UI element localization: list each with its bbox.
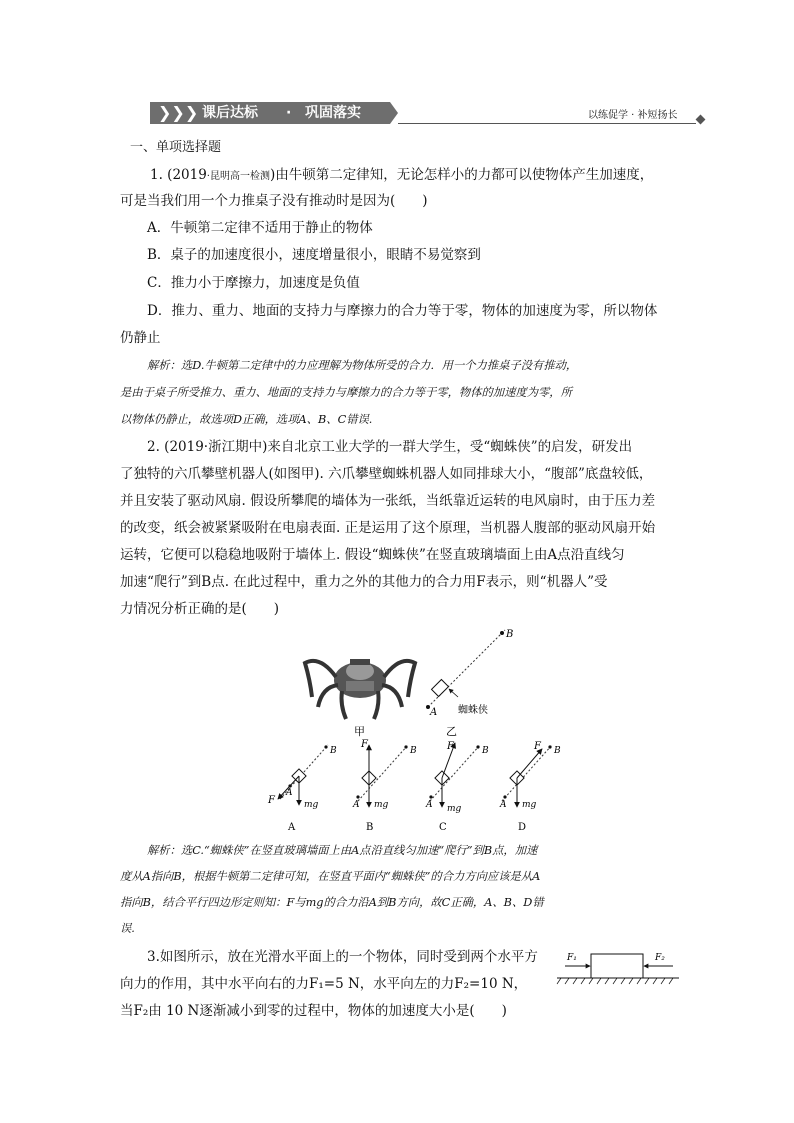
fig-yi-diagram xyxy=(426,630,505,709)
q2-answer-line4: 误. xyxy=(120,922,135,935)
q2-line3: 并且安装了驱动风扇. 假设所攀爬的墙体为一张纸，当纸靠近运转的电风扇时，由于压力差 xyxy=(120,493,656,509)
option-d-diagram xyxy=(502,745,552,807)
q1-answer-line1: 解析：选D.牛顿第二定律中的力应理解为物体所受的合力．用一个力推桌子没有推动， xyxy=(147,359,578,372)
q3-f2: F₂ xyxy=(655,953,665,963)
q3-line1: 3.如图所示，放在光滑水平面上的一个物体，同时受到两个水平方 xyxy=(147,949,538,965)
header-right-text: 以练促学 · 补短扬长 xyxy=(588,110,678,121)
opt-c-mg: mg xyxy=(447,804,462,814)
q1-answer-line3: 以物体仍静止，故选项D正确，选项A、B、C错误. xyxy=(120,413,373,426)
q1-line2: 可是当我们用一个力推桌子没有推动时是因为( ) xyxy=(120,193,428,209)
q1-option-d-line2: 仍静止 xyxy=(120,330,161,346)
opt-d-pt-a: A xyxy=(500,800,507,810)
banner-left-text: 课后达标 xyxy=(202,105,258,121)
q3-f1: F₁ xyxy=(567,953,577,963)
section-title: 一、单项选择题 xyxy=(130,140,222,155)
q3-line3: 当F₂由 10 N逐渐减小到零的过程中，物体的加速度大小是( ) xyxy=(120,1003,507,1019)
opt-a-f: F xyxy=(268,795,275,806)
q3-block xyxy=(591,954,643,978)
q1-answer-line2: 是由于桌子所受推力、重力、地面的支持力与摩擦力的合力等于零，物体的加速度为零，所 xyxy=(120,386,572,399)
option-b-diagram xyxy=(356,745,408,807)
banner-right-text: 巩固落实 xyxy=(305,105,361,121)
q1-line1 xyxy=(150,164,653,188)
opt-b-mg: mg xyxy=(374,800,389,810)
fig-label-yi: 乙 xyxy=(446,725,457,738)
q2-line6: 加速“爬行”到B点. 在此过程中，重力之外的其他力的合力用F表示，则“机器人”受 xyxy=(120,574,608,590)
q2-answer-line3: 指向B，结合平行四边形定则知：F与mg的合力沿A到B方向，故C正确，A、B、D错 xyxy=(120,896,544,909)
q2-line7: 力情况分析正确的是( ) xyxy=(120,601,280,617)
banner-dot: · xyxy=(286,105,292,121)
diamond-icon xyxy=(696,115,706,125)
opt-d-pt-b: B xyxy=(554,746,561,756)
option-a-label: A xyxy=(288,822,296,833)
fig-yi-spider-label: 蜘蛛侠 xyxy=(458,705,488,716)
q2-line4: 的改变，纸会被紧紧吸附在电扇表面. 正是运用了这个原理，当机器人腹部的驱动风扇开始 xyxy=(120,520,656,536)
spider-robot-image xyxy=(305,659,415,719)
q1-line1-rest: )由牛顿第二定律知，无论怎样小的力都可以使物体产生加速度， xyxy=(269,167,654,183)
option-d-label: D xyxy=(518,822,527,833)
opt-b-pt-b: B xyxy=(410,746,417,756)
option-b-label: B xyxy=(366,822,374,833)
option-c-label: C xyxy=(439,822,447,833)
q1-option-b: B．桌子的加速度很小，速度增量很小，眼睛不易觉察到 xyxy=(147,247,481,263)
q2-line2: 了独特的六爪攀壁机器人(如图甲). 六爪攀壁蜘蛛机器人如同排球大小，“腹部”底盘较低， xyxy=(120,466,653,482)
opt-d-mg: mg xyxy=(522,800,537,810)
opt-b-f: F xyxy=(361,739,368,750)
opt-d-f: F xyxy=(534,741,541,752)
opt-c-f: F xyxy=(447,741,454,752)
q2-answer-line1: 解析：选C.“蜘蛛侠”在竖直玻璃墙面上由A点沿直线匀加速“爬行”到B点，加速 xyxy=(147,844,538,857)
chevron-icon: ❯❯❯ xyxy=(158,103,199,122)
opt-a-pt-a: A xyxy=(286,788,293,798)
q2-figure xyxy=(250,625,580,840)
q2-line5: 运转，它便可以稳稳地吸附于墙体上. 假设“蜘蛛侠”在竖直玻璃墙面上由A点沿直线匀 xyxy=(120,547,625,563)
q1-source: ·昆明高一检测 xyxy=(206,171,270,182)
q1-option-d-line1: D．推力、重力、地面的支持力与摩擦力的合力等于零，物体的加速度为零，所以物体 xyxy=(147,303,658,319)
q1-option-c: C．推力小于摩擦力，加速度是负值 xyxy=(147,275,360,291)
opt-a-pt-b: B xyxy=(330,746,337,756)
header-banner xyxy=(150,102,398,124)
q2-line1: 2. (2019·浙江期中)来自北京工业大学的一群大学生，受“蜘蛛侠”的启发，研发出 xyxy=(147,439,633,455)
fig-label-jia: 甲 xyxy=(354,725,365,738)
opt-b-pt-a: A xyxy=(353,800,360,810)
header-rule xyxy=(398,123,696,124)
q3-figure xyxy=(555,946,685,988)
fig-yi-point-b: B xyxy=(506,629,514,640)
opt-a-mg: mg xyxy=(304,800,319,810)
opt-c-pt-a: A xyxy=(426,800,433,810)
q1-option-a: A．牛顿第二定律不适用于静止的物体 xyxy=(147,220,373,236)
fig-yi-point-a: A xyxy=(430,707,438,718)
q2-answer-line2: 度从A指向B，根据牛顿第二定律可知，在竖直平面内“蜘蛛侠”的合力方向应该是从A xyxy=(120,870,541,883)
option-c-diagram xyxy=(429,743,480,807)
opt-c-pt-b: B xyxy=(482,746,489,756)
q1-lead: 1. (2019 xyxy=(150,167,207,183)
q3-line2: 向力的作用，其中水平向右的力F₁=5 N，水平向左的力F₂=10 N， xyxy=(120,976,528,992)
